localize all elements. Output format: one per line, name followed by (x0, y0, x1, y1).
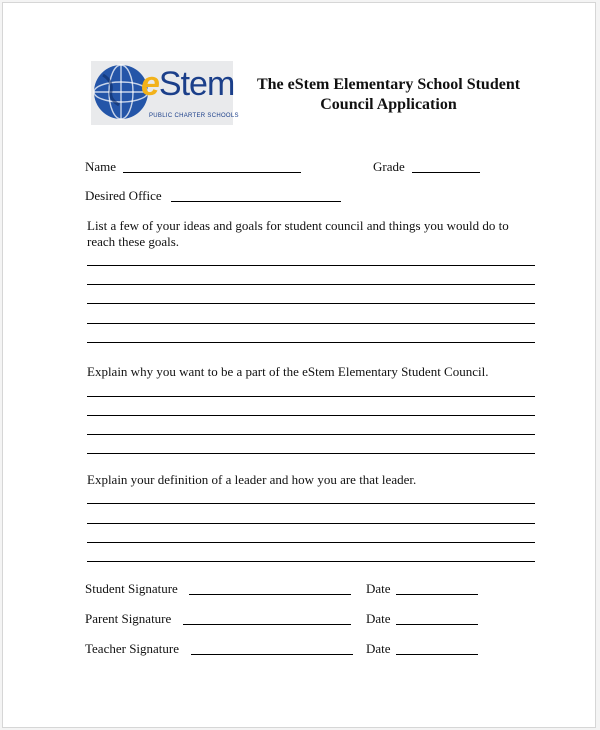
answer-line[interactable] (87, 284, 535, 285)
answer-line[interactable] (87, 265, 535, 266)
answer-line[interactable] (87, 303, 535, 304)
title-line-1: The eStem Elementary School Student (256, 76, 521, 93)
answer-line[interactable] (87, 453, 535, 454)
question-ideas-goals: List a few of your ideas and goals for student council and things you would do to reach these goals. (87, 218, 509, 249)
answer-line[interactable] (87, 323, 535, 324)
logo-word-stem: Stem (158, 65, 235, 103)
parent-date-label: Date (366, 611, 391, 626)
estem-logo (91, 61, 239, 125)
teacher-date-field[interactable] (396, 654, 478, 655)
title-line-2: Council Application (320, 96, 457, 113)
desired-office-label: Desired Office (85, 188, 162, 203)
student-signature-label: Student Signature (85, 581, 178, 596)
student-date-field[interactable] (396, 594, 478, 595)
teacher-signature-field[interactable] (191, 654, 353, 655)
student-date-label: Date (366, 581, 391, 596)
application-page (2, 2, 596, 728)
question-why-join: Explain why you want to be a part of the eStem Elementary Student Council. (87, 364, 489, 379)
logo-letter-e: e (141, 65, 159, 103)
parent-date-field[interactable] (396, 624, 478, 625)
teacher-signature-label: Teacher Signature (85, 641, 180, 656)
student-signature-field[interactable] (189, 594, 351, 595)
answer-line[interactable] (87, 434, 535, 435)
parent-signature-field[interactable] (183, 624, 351, 625)
logo-tagline: PUBLIC CHARTER SCHOOLS (149, 113, 239, 119)
name-field[interactable] (123, 172, 301, 173)
desired-office-field[interactable] (171, 201, 341, 202)
answer-line[interactable] (87, 523, 535, 524)
answer-line[interactable] (87, 542, 535, 543)
grade-field[interactable] (412, 172, 480, 173)
question-leader-definition: Explain your definition of a leader and how you are that leader. (87, 472, 417, 487)
answer-line[interactable] (87, 561, 535, 562)
parent-signature-label: Parent Signature (85, 611, 172, 626)
answer-line[interactable] (87, 415, 535, 416)
form-title (241, 75, 536, 115)
answer-line[interactable] (87, 342, 535, 343)
teacher-date-label: Date (366, 641, 391, 656)
logo-wordmark (141, 64, 234, 104)
answer-line[interactable] (87, 396, 535, 397)
answer-line[interactable] (87, 503, 535, 504)
name-label: Name (85, 159, 117, 174)
grade-label: Grade (373, 159, 405, 174)
